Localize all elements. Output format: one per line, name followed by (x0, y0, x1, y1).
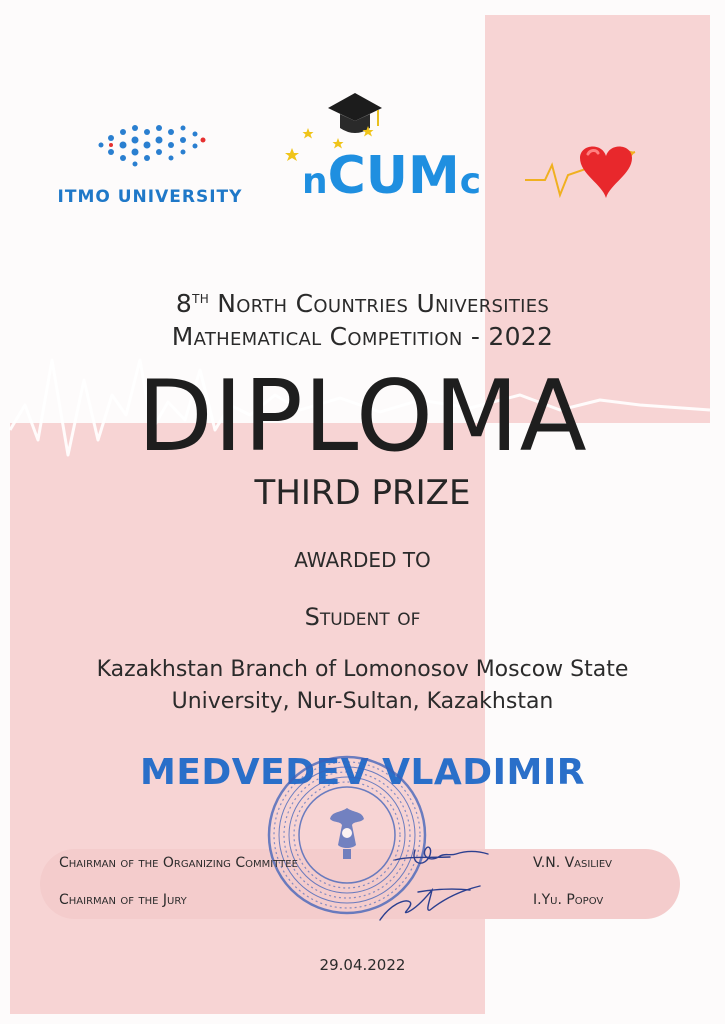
signature-name-popov: I.Yu. Popov (533, 892, 604, 908)
signature-name-vasiliev: V.N. Vasiliev (533, 855, 612, 871)
handwritten-signatures (370, 820, 510, 930)
issue-date: 29.04.2022 (319, 956, 406, 974)
awarded-to-label: AWARDED TO (294, 548, 431, 572)
signature-role-jury: Chairman of the Jury (59, 892, 187, 908)
prize-label: THIRD PRIZE (254, 473, 471, 513)
heart-arrow-icon (520, 140, 650, 215)
ncumc-logo (280, 88, 482, 218)
signature-role-organizing-committee: Chairman of the Organizing Committee (59, 855, 298, 871)
competition-title-line2: Mathematical Competition - 2022 (171, 322, 554, 351)
ncumc-logo-text: nCUMc (302, 146, 482, 206)
document-title: DIPLOMA (137, 360, 588, 474)
competition-title-line1: 8TH North Countries Universities (175, 289, 550, 318)
institution-name: Kazakhstan Branch of Lomonosov Moscow State University, Nur-Sultan, Kazakhstan (96, 657, 629, 714)
itmo-logo-text: ITMO UNIVERSITY (57, 187, 243, 207)
recipient-name: MEDVEDEV VLADIMIR (140, 752, 585, 793)
itmo-dots-icon (93, 120, 213, 170)
competition-title (0, 283, 725, 353)
recipient-role: Student of (304, 603, 421, 631)
itmo-university-logo (55, 120, 245, 215)
